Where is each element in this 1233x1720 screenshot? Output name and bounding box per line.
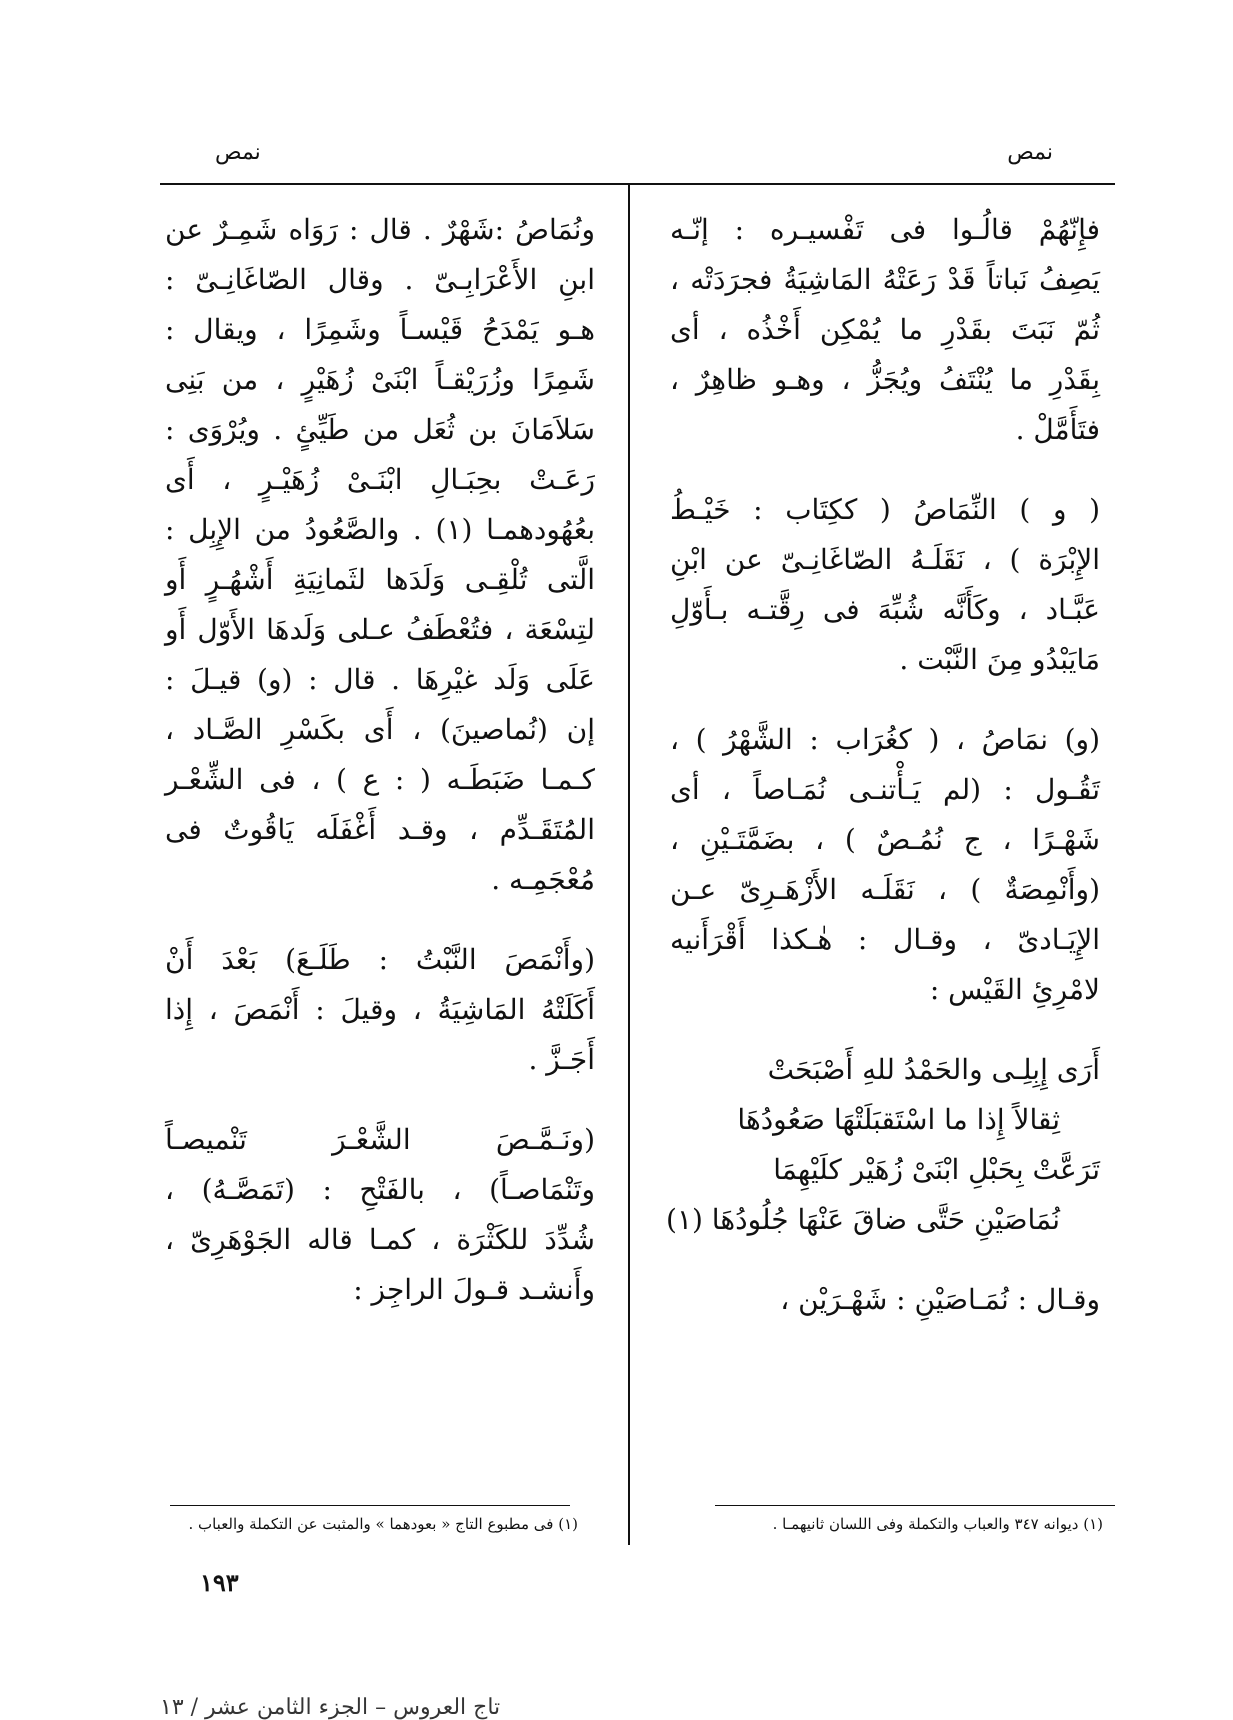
verse-line: ثِقالاً إِذا ما اسْتَقبَلَتْهَا صَعُودُهَا	[737, 1103, 1060, 1136]
header-rule	[160, 183, 1115, 185]
text-line: مَايَبْدُو مِنَ النَّبْت .	[899, 643, 1100, 676]
footnote-right: (١) ديوانه ٣٤٧ والعباب والتكملة وفى اللسان ثانيهمـا .	[772, 1515, 1103, 1533]
text-line: أَكَلَتْهُ المَاشِيَةُ ، وقيلَ : أَنْمَصَ ، إِذا	[165, 993, 595, 1026]
text-line: لتِسْعَة ، فتُعْطَفُ عـلى وَلَدهَا الأَوّل أَو	[165, 613, 595, 646]
verse-line: أَرَى إِبِلِـى والحَمْدُ للهِ أَصْبَحَتْ	[767, 1053, 1100, 1086]
footnote-rule-left	[170, 1505, 570, 1506]
text-line: (وأَنْمَصَ النَّبْتُ : طَلَـعَ) بَعْدَ أَنْ	[165, 943, 595, 976]
left-column	[165, 205, 595, 1345]
volume-signature: تاج العروس – الجزء الثامن عشر / ١٣	[160, 1695, 501, 1720]
text-line: مُعْجَمِـه .	[491, 863, 595, 896]
text-line: بعُهُودهمـا (١) . والصَّعُودُ من الإِبِل :	[165, 513, 596, 546]
text-line: تَقُـول : (لم يَـأْتنـى نُمَـاصاً ، أى	[670, 773, 1100, 806]
poem-verse	[666, 1045, 1100, 1245]
paragraph	[165, 205, 595, 905]
text-line: لامْرِئِ القَيْس :	[929, 973, 1100, 1006]
paragraph	[670, 715, 1100, 1015]
text-line: إن (نُماصينَ) ، أَى بكَسْرِ الصَّـاد ،	[165, 713, 595, 746]
verse-line: نُمَاصَيْنِ حَتَّى ضاقَ عَنْهَا جُلُودُهَا (١)	[666, 1203, 1060, 1236]
text-line: شُدِّدَ للكَثْرَة ، كمـا قاله الجَوْهَرِىّ ،	[165, 1223, 595, 1256]
right-column	[666, 205, 1100, 1355]
footnote-rule-right	[715, 1505, 1115, 1506]
page-number: ١٩٣	[200, 1568, 239, 1597]
paragraph	[165, 1115, 595, 1315]
text-line: رَعَـتْ بحِبَـالِ ابْنَـىْ زُهَيْـرٍ ، أَى	[165, 463, 595, 496]
text-line: (ونَـمَّـصَ الشَّعْـرَ تَنْميصـاً	[165, 1123, 595, 1156]
text-line: ابنِ الأَعْرَابِـىّ . وقال الصّاغَانِـىّ :	[165, 263, 595, 296]
paragraph	[670, 485, 1100, 685]
text-line: وأَنشـد قـولَ الراجِز :	[353, 1273, 595, 1306]
text-line: فتَأَمَّلْ .	[1015, 413, 1100, 446]
text-line: بِقَدْرِ ما يُنْتَفُ ويُجَزُّ ، وهـو ظاهِرٌ ،	[670, 363, 1100, 396]
verse-line: تَرَعَّتْ بِحَبْلِ ابْنَىْ زُهَيْر كلَيْهِمَا	[773, 1153, 1100, 1186]
text-line: فإِنّهُمْ قالُـوا فى تَفْسيـره : إنّـه	[670, 213, 1100, 246]
text-line: أَجَـزَّ .	[528, 1043, 595, 1076]
text-line: عَلَى وَلَد غيْرِهَا . قال : (و) قيـلَ :	[165, 663, 595, 696]
running-head-right: نمص	[1007, 140, 1053, 165]
text-line: ونُمَاصُ :شَهْرٌ . قال : رَوَاه شَمِـرٌ عن	[165, 213, 595, 246]
text-line: شَمِرًا وزُرَيْقـاً ابْنَىْ زُهَيْرٍ ، من بَنِى	[165, 363, 595, 396]
paragraph	[670, 1275, 1100, 1325]
text-line: شَهْـرًا ، ج نُمُـصٌ ) ، بضَمَّتَـيْنِ ،	[670, 823, 1100, 856]
text-line: وتَنْمَاصـاً) ، بالفَتْحِ : (تَمَصَّـهُ) ،	[165, 1173, 595, 1206]
text-line: هـو يَمْدَحُ قَيْسـاً وشَمِرًا ، ويقال :	[165, 313, 595, 346]
text-line: (و) نمَاصُ ، ( كغُرَاب : الشَّهْرُ ) ،	[670, 723, 1100, 756]
text-line: الَّتى تُلْقِـى وَلَدَها لثَمانِيَةِ أَشْهُـرٍ أَو	[165, 563, 595, 596]
text-line: سَلاَمَانَ بن ثُعَل من طَيِّئٍ . ويُرْوَى :	[165, 413, 595, 446]
paragraph	[670, 205, 1100, 455]
column-divider	[628, 185, 630, 1545]
text-line: يَصِفُ نَباتاً قَدْ رَعَتْهُ المَاشِيَةُ فجرَدَتْه ،	[670, 263, 1100, 296]
text-line: الإِيَـادىّ ، وقـال : هٰـكذا أَقْرَأَنيه	[670, 923, 1100, 956]
text-line: المُتَقَـدِّم ، وقـد أَغْفَلَه يَاقُوتٌ فى	[165, 813, 595, 846]
text-line: (وأَنْمِصَةٌ ) ، نَقَلَـه الأَزْهَـرِىّ عـن	[670, 873, 1100, 906]
text-line: عَبَّـاد ، وكَأَنَّه شُبِّهَ فى رِقَّتـه بـأَوّلِ	[670, 593, 1100, 626]
footnote-left: (١) فى مطبوع التاج « بعودهما » والمثبت عن التكملة والعباب .	[188, 1515, 578, 1533]
text-line: الإِبْرَة ) ، نَقَلَـهُ الصّاغَانِـىّ عن ابْنِ	[670, 543, 1100, 576]
paragraph	[165, 935, 595, 1085]
text-line: ( و ) النِّمَاصُ ( ككِتَاب : خَيْـطُ	[670, 493, 1100, 526]
text-line: وقـال : نُمَـاصَيْنِ : شَهْـرَيْن ،	[780, 1283, 1100, 1316]
text-line: ثُمّ نَبَتَ بقَدْرِ ما يُمْكِن أَخْذُه ، أى	[670, 313, 1100, 346]
text-line: كـمـا ضَبَطَـه ( : ع ) ، فى الشِّعْـر	[165, 763, 595, 796]
running-head-left: نمص	[215, 140, 261, 165]
